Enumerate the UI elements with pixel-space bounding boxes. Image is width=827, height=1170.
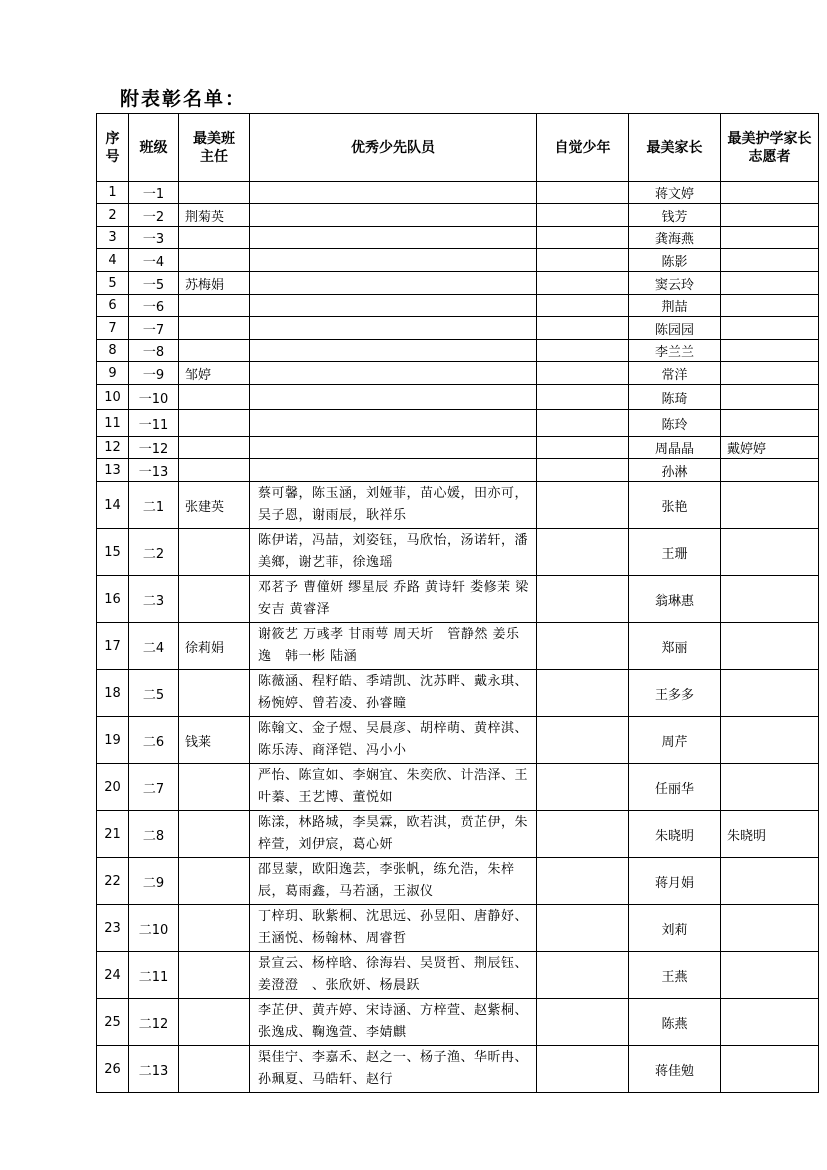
table-row (97, 670, 819, 717)
row-pioneers (250, 227, 537, 249)
row-class: 二13 (129, 1046, 179, 1093)
table-row (97, 623, 819, 670)
table-row (97, 811, 819, 858)
row-number: 4 (97, 249, 129, 272)
table-row (97, 905, 819, 952)
row-self-discipline (537, 385, 629, 410)
header-row (97, 114, 819, 182)
row-volunteer (721, 317, 819, 340)
row-self-discipline (537, 529, 629, 576)
row-teacher (179, 905, 250, 952)
row-self-discipline (537, 249, 629, 272)
header-parent: 最美家长 (629, 114, 721, 182)
row-number: 15 (97, 529, 129, 576)
row-teacher (179, 317, 250, 340)
row-teacher: 钱莱 (179, 717, 250, 764)
row-class: 一2 (129, 204, 179, 227)
table-row (97, 459, 819, 482)
row-parent: 张艳 (629, 482, 721, 529)
award-table (96, 113, 819, 1093)
row-self-discipline (537, 764, 629, 811)
row-volunteer (721, 340, 819, 362)
row-class: 二5 (129, 670, 179, 717)
row-volunteer (721, 385, 819, 410)
row-volunteer: 朱晓明 (721, 811, 819, 858)
row-pioneers: 陈伊诺，冯喆，刘姿钰，马欣怡，汤诺轩，潘美鄉，谢艺菲，徐逸瑶 (250, 529, 537, 576)
table-row (97, 437, 819, 459)
table-row (97, 227, 819, 249)
row-self-discipline (537, 999, 629, 1046)
row-volunteer (721, 576, 819, 623)
row-teacher (179, 670, 250, 717)
row-parent: 蒋佳勉 (629, 1046, 721, 1093)
table-row (97, 529, 819, 576)
header-teacher: 最美班主任 (179, 114, 250, 182)
row-parent: 蒋月娟 (629, 858, 721, 905)
row-number: 6 (97, 295, 129, 317)
row-number: 16 (97, 576, 129, 623)
row-number: 19 (97, 717, 129, 764)
table-row (97, 999, 819, 1046)
row-teacher (179, 858, 250, 905)
row-volunteer (721, 529, 819, 576)
row-parent: 李兰兰 (629, 340, 721, 362)
table-row (97, 385, 819, 410)
row-volunteer (721, 204, 819, 227)
row-pioneers (250, 317, 537, 340)
row-self-discipline (537, 811, 629, 858)
table-row (97, 717, 819, 764)
table-row (97, 295, 819, 317)
row-parent: 任丽华 (629, 764, 721, 811)
row-pioneers (250, 437, 537, 459)
row-pioneers (250, 385, 537, 410)
row-teacher (179, 249, 250, 272)
row-volunteer (721, 182, 819, 204)
row-pioneers: 陈翰文、金子煜、吴晨彦、胡梓萌、黄梓淇、陈乐涛、商泽铠、冯小小 (250, 717, 537, 764)
table-row (97, 182, 819, 204)
row-volunteer (721, 670, 819, 717)
table-row (97, 1046, 819, 1093)
row-parent: 王珊 (629, 529, 721, 576)
row-number: 26 (97, 1046, 129, 1093)
header-self-discipline: 自觉少年 (537, 114, 629, 182)
row-number: 2 (97, 204, 129, 227)
row-self-discipline (537, 340, 629, 362)
table-body (97, 182, 819, 1093)
row-class: 一11 (129, 410, 179, 437)
row-volunteer (721, 905, 819, 952)
row-volunteer (721, 717, 819, 764)
row-self-discipline (537, 204, 629, 227)
row-self-discipline (537, 1046, 629, 1093)
row-teacher: 徐莉娟 (179, 623, 250, 670)
row-class: 一1 (129, 182, 179, 204)
row-parent: 刘莉 (629, 905, 721, 952)
row-volunteer (721, 362, 819, 385)
table-row (97, 362, 819, 385)
row-class: 一12 (129, 437, 179, 459)
row-pioneers: 邵昱蒙，欧阳逸芸，李张帆，练允浩，朱梓辰，葛雨鑫，马若涵，王淑仪 (250, 858, 537, 905)
row-pioneers: 邓茗予 曹僮妍 缪星辰 乔路 黄诗轩 娄修茉 梁安吉 黄睿泽 (250, 576, 537, 623)
row-number: 23 (97, 905, 129, 952)
row-volunteer: 戴婷婷 (721, 437, 819, 459)
row-self-discipline (537, 295, 629, 317)
row-class: 二10 (129, 905, 179, 952)
row-class: 一5 (129, 272, 179, 295)
row-self-discipline (537, 317, 629, 340)
row-pioneers (250, 340, 537, 362)
row-self-discipline (537, 670, 629, 717)
row-volunteer (721, 272, 819, 295)
row-teacher (179, 1046, 250, 1093)
row-number: 7 (97, 317, 129, 340)
row-self-discipline (537, 623, 629, 670)
row-self-discipline (537, 459, 629, 482)
row-parent: 钱芳 (629, 204, 721, 227)
row-class: 二1 (129, 482, 179, 529)
row-parent: 陈燕 (629, 999, 721, 1046)
row-teacher (179, 437, 250, 459)
row-class: 一13 (129, 459, 179, 482)
row-self-discipline (537, 437, 629, 459)
row-volunteer (721, 295, 819, 317)
row-pioneers (250, 249, 537, 272)
row-self-discipline (537, 858, 629, 905)
row-class: 一7 (129, 317, 179, 340)
row-parent: 窦云玲 (629, 272, 721, 295)
row-self-discipline (537, 362, 629, 385)
row-teacher (179, 295, 250, 317)
table-row (97, 340, 819, 362)
row-pioneers: 严怡、陈宣如、李娴宜、朱奕欣、计浩泽、王叶蓁、王艺博、董悦如 (250, 764, 537, 811)
row-class: 一6 (129, 295, 179, 317)
header-pioneers: 优秀少先队员 (250, 114, 537, 182)
row-pioneers (250, 459, 537, 482)
row-class: 二12 (129, 999, 179, 1046)
table-row (97, 317, 819, 340)
row-pioneers (250, 204, 537, 227)
row-pioneers: 蔡可馨，陈玉涵，刘娅菲，苗心媛，田亦可，吴子恩，谢雨辰，耿祥乐 (250, 482, 537, 529)
row-number: 13 (97, 459, 129, 482)
row-teacher (179, 576, 250, 623)
row-number: 22 (97, 858, 129, 905)
row-parent: 王多多 (629, 670, 721, 717)
row-pioneers: 陈薇涵、程籽皓、季靖凯、沈苏畔、戴永琪、杨惋婷、曾若凌、孙睿瞳 (250, 670, 537, 717)
row-number: 24 (97, 952, 129, 999)
row-pioneers (250, 272, 537, 295)
row-parent: 常洋 (629, 362, 721, 385)
row-teacher (179, 459, 250, 482)
row-volunteer (721, 1046, 819, 1093)
row-teacher (179, 340, 250, 362)
table-row (97, 764, 819, 811)
row-pioneers (250, 410, 537, 437)
row-class: 一3 (129, 227, 179, 249)
row-class: 一8 (129, 340, 179, 362)
row-pioneers (250, 295, 537, 317)
row-class: 二11 (129, 952, 179, 999)
row-number: 10 (97, 385, 129, 410)
row-teacher (179, 410, 250, 437)
row-pioneers: 渠佳宁、李嘉禾、赵之一、杨子渔、华昕冉、孙珮夏、马皓轩、赵行 (250, 1046, 537, 1093)
row-class: 二8 (129, 811, 179, 858)
table-row (97, 204, 819, 227)
row-number: 1 (97, 182, 129, 204)
row-class: 二7 (129, 764, 179, 811)
row-parent: 陈玲 (629, 410, 721, 437)
row-teacher (179, 952, 250, 999)
row-number: 17 (97, 623, 129, 670)
row-volunteer (721, 952, 819, 999)
row-self-discipline (537, 227, 629, 249)
row-parent: 周晶晶 (629, 437, 721, 459)
row-volunteer (721, 858, 819, 905)
row-number: 14 (97, 482, 129, 529)
row-number: 5 (97, 272, 129, 295)
row-number: 12 (97, 437, 129, 459)
row-parent: 龚海燕 (629, 227, 721, 249)
row-pioneers (250, 362, 537, 385)
row-teacher: 苏梅娟 (179, 272, 250, 295)
row-self-discipline (537, 576, 629, 623)
row-self-discipline (537, 182, 629, 204)
row-class: 二3 (129, 576, 179, 623)
row-self-discipline (537, 905, 629, 952)
row-class: 二4 (129, 623, 179, 670)
row-class: 一10 (129, 385, 179, 410)
row-number: 18 (97, 670, 129, 717)
row-teacher: 张建英 (179, 482, 250, 529)
row-pioneers: 陈漾，林路城，李昊霖，欧若淇，贲芷伊，朱梓萱，刘伊宸，葛心妍 (250, 811, 537, 858)
row-teacher: 邹婷 (179, 362, 250, 385)
row-number: 11 (97, 410, 129, 437)
row-teacher (179, 385, 250, 410)
row-parent: 荆喆 (629, 295, 721, 317)
row-volunteer (721, 227, 819, 249)
row-volunteer (721, 999, 819, 1046)
row-teacher (179, 999, 250, 1046)
row-parent: 郑丽 (629, 623, 721, 670)
table-row (97, 272, 819, 295)
header-volunteer: 最美护学家长志愿者 (721, 114, 819, 182)
header-class: 班级 (129, 114, 179, 182)
row-parent: 孙淋 (629, 459, 721, 482)
row-teacher (179, 529, 250, 576)
row-teacher (179, 227, 250, 249)
row-parent: 陈园园 (629, 317, 721, 340)
row-self-discipline (537, 717, 629, 764)
row-volunteer (721, 249, 819, 272)
row-number: 21 (97, 811, 129, 858)
row-pioneers (250, 182, 537, 204)
row-parent: 王燕 (629, 952, 721, 999)
table-row (97, 576, 819, 623)
row-number: 20 (97, 764, 129, 811)
row-teacher (179, 764, 250, 811)
page-title: 附表彰名单： (120, 88, 247, 110)
row-parent: 陈影 (629, 249, 721, 272)
row-number: 9 (97, 362, 129, 385)
row-parent: 陈琦 (629, 385, 721, 410)
table-row (97, 952, 819, 999)
row-pioneers: 景宣云、杨梓晗、徐海岩、吴贤哲、荆辰钰、姜澄澄 、张欣妍、杨晨跃 (250, 952, 537, 999)
row-teacher (179, 182, 250, 204)
table-row (97, 858, 819, 905)
row-self-discipline (537, 410, 629, 437)
row-parent: 周芹 (629, 717, 721, 764)
row-parent: 翁琳惠 (629, 576, 721, 623)
row-volunteer (721, 410, 819, 437)
row-class: 二2 (129, 529, 179, 576)
row-class: 一9 (129, 362, 179, 385)
row-pioneers: 丁梓玥、耿紫桐、沈思远、孙昱阳、唐静妤、王涵悦、杨翰林、周睿哲 (250, 905, 537, 952)
row-number: 3 (97, 227, 129, 249)
row-number: 25 (97, 999, 129, 1046)
row-pioneers: 李芷伊、黄卉婷、宋诗涵、方梓萱、赵紫桐、张逸成、鞠逸萱、李婧麒 (250, 999, 537, 1046)
row-volunteer (721, 482, 819, 529)
row-teacher (179, 811, 250, 858)
row-parent: 蒋文婷 (629, 182, 721, 204)
row-pioneers: 谢筱艺 万彧孝 甘雨萼 周天圻 管静然 姜乐逸 韩一彬 陆涵 (250, 623, 537, 670)
row-parent: 朱晓明 (629, 811, 721, 858)
table-row (97, 482, 819, 529)
row-self-discipline (537, 272, 629, 295)
table-row (97, 410, 819, 437)
row-class: 二6 (129, 717, 179, 764)
header-no: 序号 (97, 114, 129, 182)
table-row (97, 249, 819, 272)
row-volunteer (721, 764, 819, 811)
row-teacher: 荆菊英 (179, 204, 250, 227)
row-class: 一4 (129, 249, 179, 272)
row-self-discipline (537, 482, 629, 529)
row-volunteer (721, 459, 819, 482)
row-number: 8 (97, 340, 129, 362)
row-volunteer (721, 623, 819, 670)
row-class: 二9 (129, 858, 179, 905)
row-self-discipline (537, 952, 629, 999)
